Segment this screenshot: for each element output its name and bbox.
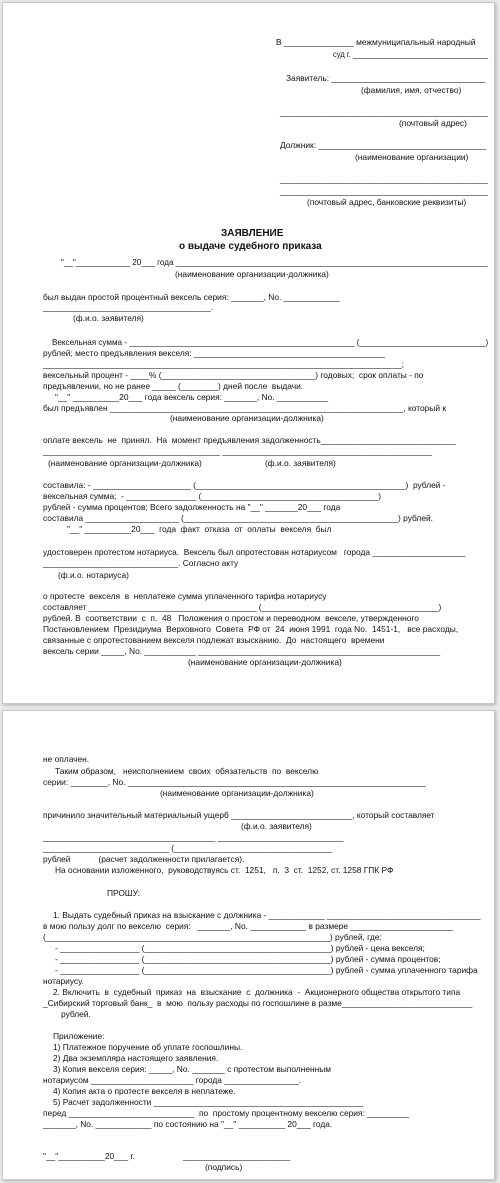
debtor-address-line-2: __________________________________________________	[280, 186, 488, 196]
body-line: был выдан простой процентный вексель серия: _______, No. ____________	[43, 292, 340, 302]
debtor-address-caption: (почтовый адрес, банковские реквизиты)	[307, 197, 467, 207]
body-caption: (ф.и.о. заявителя)	[241, 821, 312, 831]
body-line: Вексельная сумма - __________________________________________________ (____________________________)	[52, 337, 489, 347]
debtor-caption: (наименование организации)	[355, 152, 469, 162]
address-caption: (почтовый адрес)	[399, 118, 467, 128]
body-line: составляет ____________________________________ (______________________________________)	[43, 602, 442, 612]
body-line: предъявлении, но не ранее _____ (________) дней после выдачи.	[43, 381, 304, 391]
body-line: Таким образом, неисполнением своих обязательств по векселю	[55, 766, 319, 776]
body-line: оплате вексель не принял. На момент предъявления задолженность_____________________________	[43, 435, 456, 445]
body-line: не оплачен.	[43, 754, 90, 764]
signature-line: _______________________	[183, 1151, 291, 1161]
body-line: _Сибирский торговый банк_ в мою пользу расходы по госпошлине в разме____________________________	[43, 998, 473, 1008]
body-line: удостоверен протестом нотариуса. Вексель был опротестован нотариусом города ____________________	[43, 547, 466, 557]
body-line: был предъявлен _______________________________________________________________, который к	[43, 403, 446, 413]
body-line: составила: - _____________________ (_____________________________________________) рублей -	[43, 480, 446, 490]
body-line: ______________________________________ _____________________________________________	[43, 446, 432, 456]
body-line: - _________________ (________________________________________) рублей - цена векселя;	[55, 943, 425, 953]
body-caption: (наименование организации-должника)	[175, 269, 329, 279]
body-line: Постановлением Президиума Верховного Совета РФ от 24 июня 1991 года No. 1451-1, все расходы,	[43, 624, 459, 634]
body-line: ____________________________________.	[43, 302, 214, 312]
body-caption: (ф.и.о. заявителя)	[73, 313, 144, 323]
attachment-item: 4) Копия акта о протесте векселя в неплатеже.	[53, 1086, 236, 1096]
body-line: рублей. В соответствии с п. 48 Положения о простом и переводном векселе, утвержденного	[43, 613, 419, 623]
attachment-item: нотариусом ______________________ города ________________.	[43, 1075, 302, 1085]
body-line: 1. Выдать судебный приказ на взыскание с должника - ____________ _________________________________	[53, 910, 481, 920]
body-line: - _________________ (________________________________________) рублей - сумма уплаченного тарифа	[55, 965, 478, 975]
body-line: вексельная сумма; - _______________ (______________________________________)	[43, 491, 382, 501]
document-page-1	[2, 2, 495, 704]
applicant-caption: (фамилия, имя, отчество)	[361, 85, 462, 95]
body-line: "__" __________20___ года вексель серия: _______, No. ___________	[55, 392, 329, 402]
court-city-line: суд г. ________________________________	[333, 49, 488, 59]
body-line: связанные с опротестованием векселя подлежат взысканию. До настоящего времени	[43, 635, 385, 645]
body-line: серии: ________, No. ________________________________________________________________	[43, 777, 426, 787]
body-line: (_____________________________________________________________) рублей, где:	[43, 932, 382, 942]
date-line: "__"__________20___ г.	[43, 1151, 135, 1161]
court-line: В _______________ межмуниципальный народный	[276, 37, 476, 47]
body-caption: (ф.и.о. заявителя)	[265, 458, 336, 468]
attachment-item: 5) Расчет задолженности _____________________________________________	[53, 1097, 364, 1107]
body-line: о протесте векселя в неплатеже сумма уплаченного тарифа нотариусу	[43, 591, 327, 601]
document-page-2	[2, 710, 495, 1180]
body-caption: (наименование организации-должника)	[170, 413, 324, 423]
body-line: ___________________________ (__________________________________	[43, 843, 333, 853]
signature-caption: (подпись)	[205, 1162, 243, 1172]
body-caption: (наименование организации-должника)	[160, 788, 314, 798]
body-line: рублей - сумма процентов; Всего задолженность на "__" _______20___ года	[43, 502, 341, 512]
attachments-heading: Приложение:	[53, 1031, 105, 1041]
body-line: рублей (расчет задолженности прилагается).	[43, 854, 245, 864]
body-line: причинило значительный материальный ущерб __________________________, который составляет	[43, 810, 435, 820]
body-line: _____________________________________________________________________________;	[43, 359, 404, 369]
request-heading: ПРОШУ:	[107, 888, 141, 898]
body-line: вексельный процент - ____% (_________________________________) годовых; срок оплаты - по	[43, 370, 424, 380]
body-line: рублей; место предъявления векселя: _________________________________________	[43, 348, 385, 358]
body-line: в мою пользу долг по векселю серия: _______, No. ____________ в размере ______________________	[43, 921, 453, 931]
body-line: нотариусу.	[43, 976, 84, 986]
body-line: 2. Включить в судебный приказ на взыскание с должника - Акционерного общества открытого типа	[53, 987, 461, 997]
body-line: _______, No. ____________ по состоянию на "__" __________ 20___ года.	[43, 1119, 333, 1129]
body-line: вексель серии _____, No. ___________ ____________________________________________________	[43, 646, 441, 656]
body-line: _____________________________. Согласно акту	[43, 558, 239, 568]
body-caption: (наименование организации-должника)	[188, 657, 342, 667]
body-line: "__" __________20___ года факт отказа от оплаты векселя был	[67, 524, 332, 534]
body-line: перед ___________________________ по простому процентному векселю серия: _________	[43, 1108, 410, 1118]
document-subtitle: о выдаче судебного приказа	[179, 241, 322, 252]
body-line: - _________________ (________________________________________) рублей - сумма процентов;	[55, 954, 441, 964]
debtor-address-line-1: __________________________________________________	[280, 174, 488, 184]
address-line: __________________________________________________	[280, 107, 488, 117]
body-line: составила ____________________ (______________________________________________) рублей.	[43, 513, 433, 523]
attachment-item: 3) Копия векселя серия: _____, No. _______ с протестом выполненным	[53, 1064, 332, 1074]
document-title: ЗАЯВЛЕНИЕ	[221, 228, 284, 239]
body-caption: (ф.и.о. нотариуса)	[58, 570, 129, 580]
body-line: "__"____________ 20___ года _____________________________________________________________________	[61, 257, 488, 267]
attachment-item: 2) Два экземпляра настоящего заявления.	[53, 1053, 219, 1063]
applicant-line: Заявитель: _________________________________	[286, 73, 486, 83]
body-line: На основании изложенного, руководствуясь ст. 1251, п. 3 ст. 1252, ст. 1258 ГПК РФ	[55, 865, 394, 875]
body-caption: (наименование организации-должника)	[48, 458, 202, 468]
body-line: рублей.	[61, 1009, 91, 1019]
attachment-item: 1) Платежное поручение об уплате госпошлины.	[53, 1042, 243, 1052]
body-line: _____________________________________ ___________________________	[43, 832, 344, 842]
debtor-line: Должник: ____________________________________	[280, 140, 487, 150]
